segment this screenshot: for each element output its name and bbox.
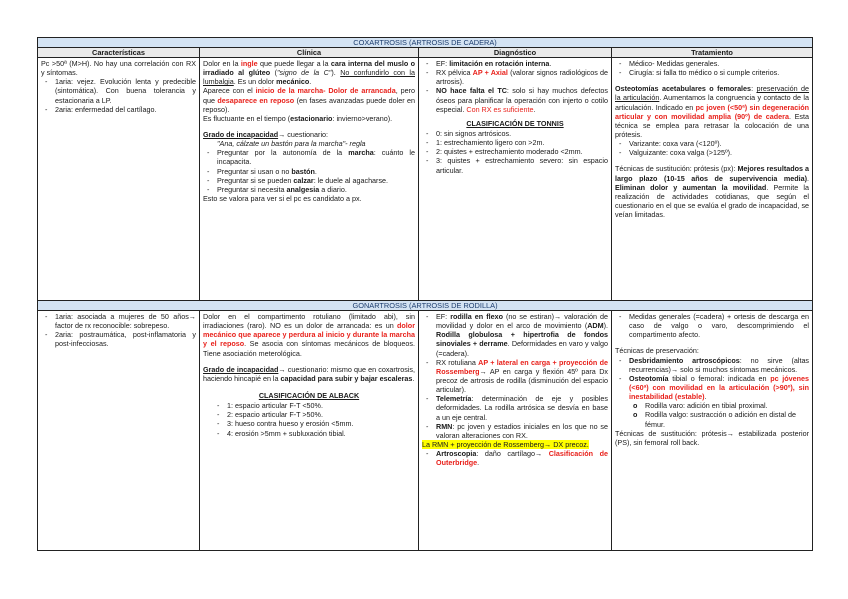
alback-3: - 3: hueso contra hueso y erosión <5mm. — [213, 419, 415, 428]
gon-trat-medidas: - Medidas generales (=cadera) + ortesis de descarga en caso de valgo o varo, descomprimiendo el compartimento afecto. — [615, 312, 809, 339]
gon-diag-artroscopia: - Artroscopia: daño cartílago→ Clasificación de Outerbridge. — [422, 449, 608, 467]
alback-2: - 2: espacio articular F-T >50%. — [213, 410, 415, 419]
cox-trat-medico: - Médico- Medidas generales. — [615, 59, 809, 68]
cox-diagnostico-cell — [419, 58, 612, 301]
cox-clinica-cell — [200, 58, 419, 301]
cox-caract-intro: Pc >50ª (M>H). No hay una correlación con RX y síntomas. — [41, 59, 196, 78]
cox-diag-rx: - RX pélvica AP + Axial (valorar signos radiológicos de artrosis). — [422, 68, 608, 86]
header-caracteristicas: Características — [38, 48, 200, 58]
cox-grado-incapacidad: Grado de incapacidad→ cuestionario: — [203, 129, 329, 139]
gon-diagnostico-cell — [419, 311, 612, 551]
artrosis-table — [37, 37, 813, 551]
gon-diag-ef: - EF: rodilla en flexo (no se estiran)→ valoración de movilidad y dolor en el arco de movimiento (ADM). Rodilla globulosa + hipertrofia de fondos sinoviales + derrame. Deformidades en varo y valgo (=cadera). — [422, 312, 608, 358]
cox-clinica-p2: Aparece con el inicio de la marcha- Dolor de arrancada, pero que desaparece en reposo (en fases avanzadas puede doler en reposo). — [203, 86, 416, 114]
alback-1: - 1: espacio articular F-T <50%. — [213, 401, 415, 410]
cox-caract-1aria: - 1aria: vejez. Evolución lenta y predecible (sintomática). Con buena tolerancia y estacionaria a LP. — [41, 77, 196, 104]
coxartrosis-title: COXARTROSIS (ARTROSIS DE CADERA) — [38, 38, 813, 48]
cox-clinica-closing: Esto se valora para ver si el pc es candidato a px. — [203, 193, 362, 203]
gon-trat-osteotomia: - Osteotomía tibial o femoral: indicada en pc jóvenes (<60ª) con movilidad en la articulación (>90º), sin inestabilidad (estable). — [615, 374, 809, 401]
header-tratamiento: Tratamiento — [612, 48, 813, 58]
cox-pregunta-analgesia: - Preguntar si necesita analgesia a diario. — [203, 185, 415, 194]
alback-4: - 4: erosión >5mm + subluxación tibial. — [213, 429, 415, 438]
gon-trat-desbridamiento: - Desbridamiento artroscópicos: no sirve (altas recurrencias)→ solo si muchos síntomas mecánicos. — [615, 356, 809, 374]
cox-trat-varizante: - Varizante: coxa vara (<120º). — [615, 139, 809, 148]
gon-clinica-p1: Dolor en el compartimento rotuliano (limitado abi), sin irradiaciones (raro). NO es un dolor de arrancada: es un dolor mecánico que aparece y perdura al inicio y durante la marcha y el reposo. Se asocia con síntomas mecánicos de bloqueos. Tiene asociación meterológica. — [203, 312, 415, 358]
gon-diag-rx: - RX rotuliana AP + lateral en carga + proyección de Rossemberg→ AP en carga y flexión 45º para Dx precoz de artrosis de rodilla (disminución del espacio articular). — [422, 358, 608, 395]
cox-pregunta-calzar: - Preguntar si se pueden calzar: le duele al agacharse. — [203, 176, 415, 185]
header-clinica: Clínica — [200, 48, 419, 58]
header-diagnostico: Diagnóstico — [419, 48, 612, 58]
cox-pregunta-marcha: - Preguntar por la autonomía de la marcha: cuánto le incapacita. — [203, 148, 415, 166]
tonnis-1: - 1: estrechamiento ligero con >2m. — [422, 138, 608, 147]
cox-trat-cirugia: - Cirugía: si falla tto médico o si cumple criterios. — [615, 68, 809, 77]
gon-trat-varo: o Rodilla varo: adición en tibial proximal. — [615, 401, 809, 410]
cox-tratamiento-cell — [612, 58, 813, 301]
gon-diag-telemetria: - Telemetría: determinación de eje y posibles deformidades. La rodilla artrósica se desvía en base a un eje central. — [422, 394, 608, 421]
gon-caract-2aria: - 2aria: postraumática, post-inflamatoria y post-infecciosas. — [41, 330, 196, 348]
cox-caract-2aria: - 2aria: enfermedad del cartílago. — [41, 105, 196, 114]
cox-regla-quote: "Ana, cálzate un bastón para la marcha"- regla — [217, 139, 366, 149]
gon-diag-highlight: La RMN + proyección de Rossemberg→ DX precoz. — [422, 439, 589, 449]
tonnis-3: - 3: quistes + estrechamiento severo: sin espacio articular. — [422, 156, 608, 174]
gonartrosis-title: GONARTROSIS (ARTROSIS DE RODILLA) — [38, 301, 813, 311]
cox-caracteristicas-cell — [38, 58, 200, 301]
cox-diag-ef: - EF: limitación en rotación interna. — [422, 59, 608, 68]
tonnis-title: CLASIFICACIÓN DE TONNIS — [466, 118, 564, 128]
cox-clinica-p3: Es fluctuante en el tiempo (estacionario: invierno>verano). — [203, 113, 393, 123]
gon-trat-preservacion: Técnicas de preservación: — [615, 346, 699, 356]
cox-trat-valguizante: - Valguizante: coxa valga (>125º). — [615, 148, 809, 157]
gon-caract-1aria: - 1aria: asociada a mujeres de 50 años→ factor de rx reconocible: sobrepeso. — [41, 312, 196, 330]
cox-diag-tc: - NO hace falta el TC: solo si hay muchos defectos óseos para planificar la operación con injerto o cotilo especial. Con RX es suficiente. — [422, 86, 608, 113]
tonnis-2: - 2: quistes + estrechamiento moderado <2mm. — [422, 147, 608, 156]
tonnis-0: - 0: sin signos artrósicos. — [422, 129, 608, 138]
gon-diag-rmn: - RMN: pc joven y estadios iniciales en los que no se valoran alteraciones con RX. — [422, 422, 608, 440]
cox-clinica-p1: Dolor en la ingle que puede llegar a la cara interna del muslo o irradiado al glúteo ("signo de la C"). No confundirlo con la lumbalgia. Es un dolor mecánico. — [203, 59, 416, 87]
cox-pregunta-baston: - Preguntar si usan o no bastón. — [203, 167, 415, 176]
gon-grado-incapacidad: Grado de incapacidad→ cuestionario: mismo que en coxartrosis, haciendo hincapié en la capacidad para subir y bajar escaleras. — [203, 364, 415, 383]
gon-clinica-cell — [200, 311, 419, 551]
cox-trat-osteotomias: Osteotomías acetabulares o femorales: preservación de la articulación. Aumentamos la congruencia y contacto de la articulación. Indicado en pc joven (<50ª) sin degeneración articular y con movilidad amplia (90º) de cadera. Esta técnica se emplea para retrasar la colocación de una prótesis. — [615, 84, 810, 139]
gon-tratamiento-cell — [612, 311, 813, 551]
gon-trat-valgo: o Rodilla valgo: sustracción o adición en distal de fémur. — [615, 410, 809, 428]
gon-trat-sustitucion: Técnicas de sustitución: prótesis→ estabilizada posterior (PS), sin femoral roll back. — [615, 428, 810, 447]
gon-caracteristicas-cell — [38, 311, 200, 551]
alback-title: CLASIFICACIÓN DE ALBACK — [258, 390, 360, 400]
cox-trat-protesis: Técnicas de sustitución: prótesis (px): Mejores resultados a largo plazo (10-15 años de supervivencia media). Eliminan dolor y aumentan la movilidad. Permite la realización de actividades cotidianas, que según el cuestionario en el que se evalúa el grado de incapacidad, se veían limitadas. — [615, 164, 810, 220]
